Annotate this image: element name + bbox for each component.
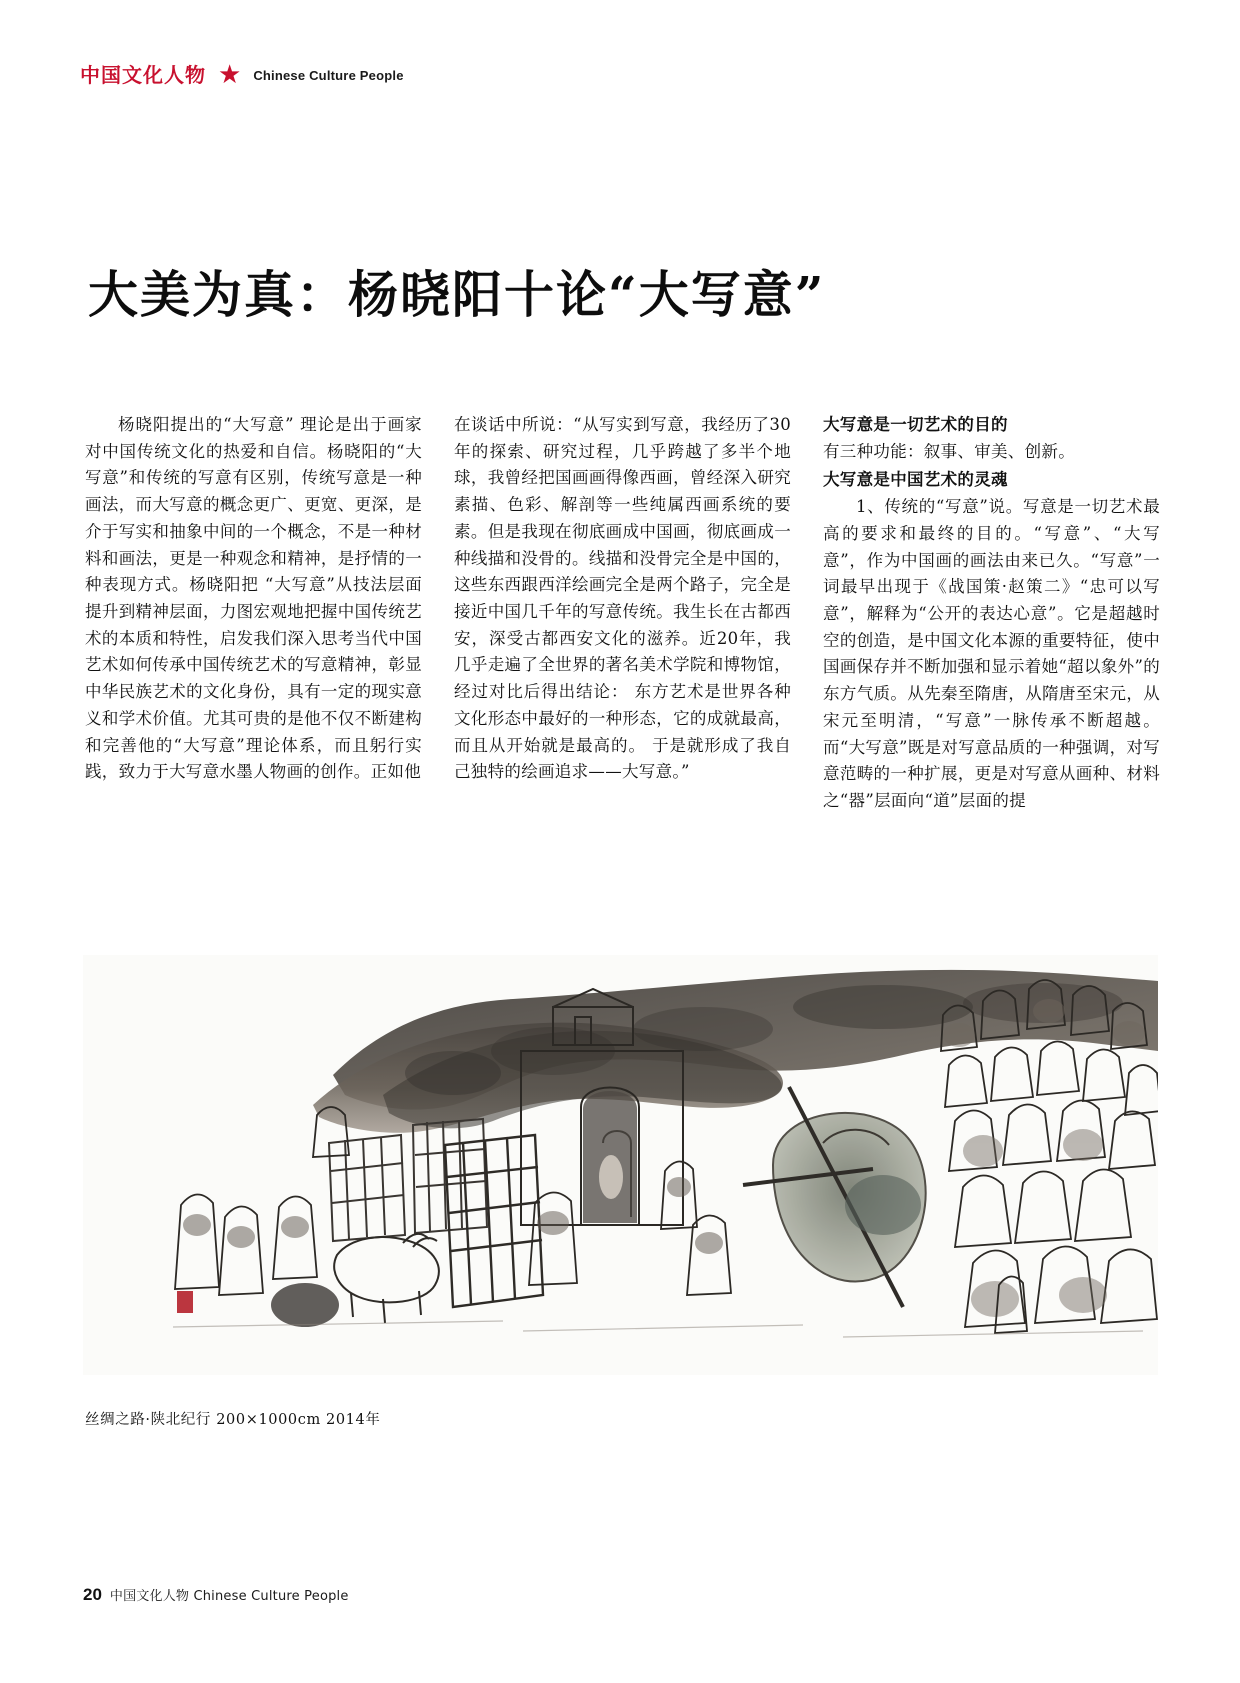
article-column-3: [823, 412, 1160, 815]
masthead: [80, 62, 404, 88]
paragraph: 有三种功能：叙事、审美、创新。: [823, 441, 1075, 461]
artwork-caption: 丝绸之路·陕北纪行 200×1000cm 2014年: [85, 1412, 381, 1428]
paragraph: 杨晓阳提出的“大写意” 理论是出于画家对中国传统文化的热爱和自信。杨晓阳的“大写意”和传统的写意有区别，传统写意是一种画法，而大写意的概念更广、更宽、更深，是介于写实和抽象中间的一个概念，不是一种材料和画法，更是一种观念和精神，是抒情的一种表现方式。杨晓阳把 “大写意”从技法层面提升到精神层面，力图宏观地把握中国传统艺术的本质和特性，启发我们深入思考当代中国艺术如何传承中国传统艺术的写意精神，彰显中华民族艺术的文化身份，具有一定的现实意义和学术价值。尤其可贵的是他不仅不断建构和完善他的“大写意”理论体系，而且躬行实践，致力于大写意水墨人物画的创作。正如他: [85, 415, 422, 782]
star-icon: ★: [218, 60, 242, 89]
page-title: 大美为真：杨晓阳十论“大写意”: [88, 264, 826, 324]
page-footer: [83, 1585, 349, 1605]
article-body: [85, 412, 1160, 815]
page-number: 20: [83, 1585, 102, 1604]
section-subheading: 大写意是一切艺术的目的: [823, 415, 1008, 434]
masthead-english-logo: Chinese Culture People: [253, 67, 404, 83]
ink-painting-illustration: [83, 955, 1158, 1375]
paragraph: 1、传统的“写意”说。写意是一切艺术最高的要求和最终的目的。“写意”、“大写意”，作为中国画的画法由来已久。“写意”一词最早出现于《战国策·赵策二》“忠可以写意”，解释为“公开的表达心意”。它是超越时空的创造，是中国文化本源的重要特征，使中国画保存并不断加强和显示着她“超以象外”的东方气质。从先秦至隋唐，从隋唐至宋元，从宋元至明清，“写意”一脉传承不断超越。而“大写意”既是对写意品质的一种强调，对写意范畴的一种扩展，更是对写意从画种、材料之“器”层面向“道”层面的提: [823, 497, 1160, 811]
footer-publication-name: 中国文化人物 Chinese Culture People: [109, 1589, 349, 1604]
section-subheading: 大写意是中国艺术的灵魂: [823, 470, 1008, 490]
article-column-1: [85, 412, 422, 815]
paragraph: 在谈话中所说：“从写实到写意，我经历了30年的探索、研究过程，几乎跨越了多半个地球，我曾经把国画画得像西画，曾经深入研究素描、色彩、解剖等一些纯属西画系统的要素。但是我现在彻底画成中国画，彻底画成一种线描和没骨的。线描和没骨完全是中国的，这些东西跟西洋绘画完全是两个路子，完全是接近中国几千年的写意传统。我生长在古都西安，深受古都西安文化的滋养。近20年，我几乎走遍了全世界的著名美术学院和博物馆，经过对比后得出结论： 东方艺术是世界各种文化形态中最好的一种形态，它的成就最高，而且从开始就是最高的。 于是就形成了我自己独特的绘画追求——大写意。”: [454, 415, 791, 782]
masthead-chinese-logo: 中国文化人物: [80, 63, 206, 87]
artwork-image: [83, 955, 1158, 1375]
article-column-2: [454, 412, 791, 815]
